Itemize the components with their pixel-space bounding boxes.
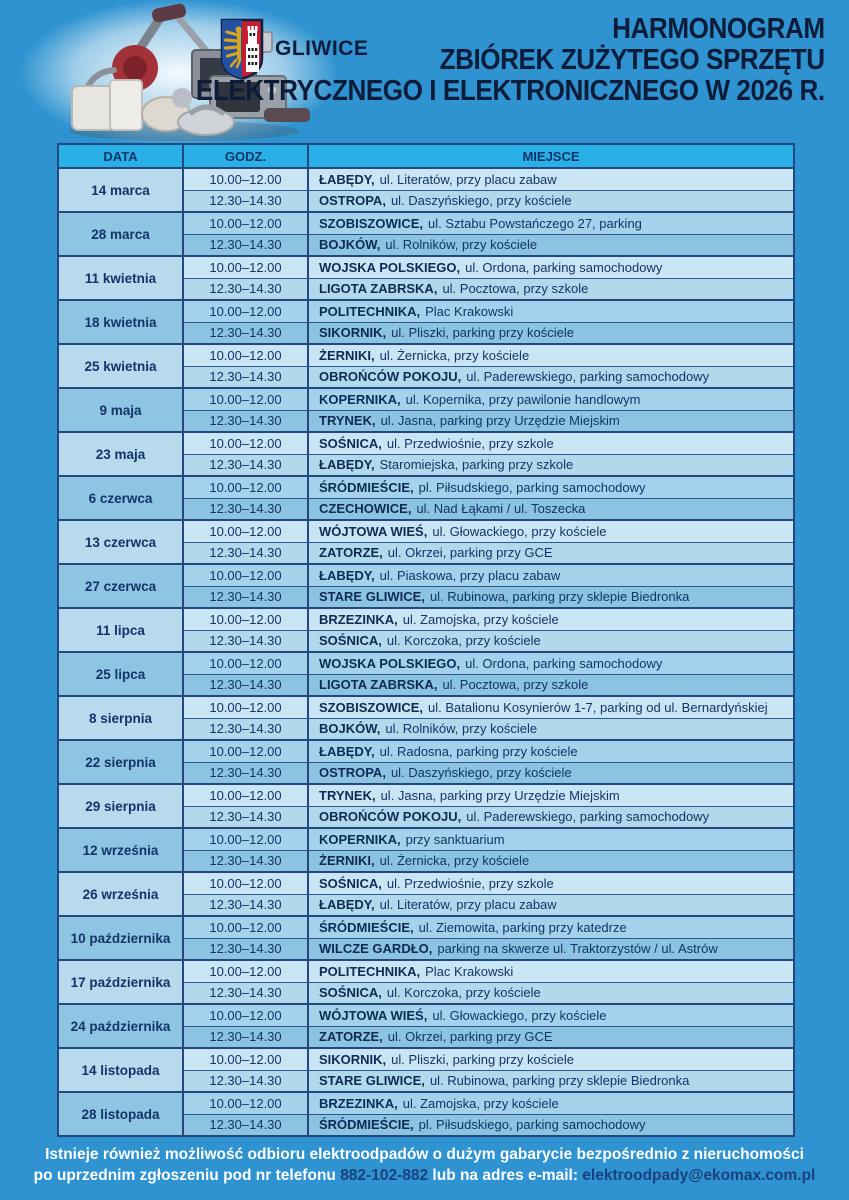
place-cell [309, 719, 793, 740]
district-name: LIGOTA ZABRSKA, [319, 677, 438, 693]
place-cell [309, 455, 793, 476]
district-name: BOJKÓW, [319, 721, 381, 737]
time-cell: 12.30–14.30 [184, 1115, 309, 1136]
table-row [184, 521, 793, 543]
district-name: ŁABĘDY, [319, 743, 375, 759]
date-cell: 10 października [59, 917, 184, 959]
time-cell: 12.30–14.30 [184, 983, 309, 1004]
city-name: GLIWICE [275, 37, 369, 60]
place-detail: ul. Rolników, przy kościele [385, 721, 538, 737]
table-row [184, 851, 793, 872]
time-cell: 10.00–12.00 [184, 961, 309, 982]
footer-line-2-mid: lub na adres e-mail: [428, 1166, 583, 1184]
time-cell: 12.30–14.30 [184, 367, 309, 388]
schedule-block [59, 1091, 793, 1135]
place-detail: ul. Piaskowa, przy placu zabaw [379, 567, 561, 583]
place-detail: przy sanktuarium [405, 831, 505, 847]
table-row [184, 411, 793, 432]
district-name: POLITECHNIKA, [319, 963, 421, 979]
district-name: WÓJTOWA WIEŚ, [319, 1007, 428, 1023]
time-cell: 10.00–12.00 [184, 1005, 309, 1026]
place-cell [309, 367, 793, 388]
table-row [184, 785, 793, 807]
date-cell: 6 czerwca [59, 477, 184, 519]
place-cell [309, 345, 793, 366]
schedule-block [59, 255, 793, 299]
place-detail: Staromiejska, parking przy szkole [379, 457, 574, 473]
table-row [184, 543, 793, 564]
time-cell: 12.30–14.30 [184, 719, 309, 740]
time-cell: 12.30–14.30 [184, 411, 309, 432]
date-cell: 13 czerwca [59, 521, 184, 563]
time-cell: 12.30–14.30 [184, 851, 309, 872]
table-row [184, 653, 793, 675]
time-cell: 10.00–12.00 [184, 433, 309, 454]
date-cell: 25 kwietnia [59, 345, 184, 387]
date-cell: 18 kwietnia [59, 301, 184, 343]
place-cell [309, 213, 793, 234]
place-detail: ul. Radosna, parking przy kościele [379, 743, 578, 759]
place-cell [309, 521, 793, 542]
place-detail: ul. Głowackiego, przy kościele [432, 523, 607, 539]
place-detail: ul. Ziemowita, parking przy katedrze [418, 919, 627, 935]
district-name: WÓJTOWA WIEŚ, [319, 523, 428, 539]
place-cell [309, 1115, 793, 1136]
place-detail: ul. Ordona, parking samochodowy [465, 655, 663, 671]
district-name: TRYNEK, [319, 787, 376, 803]
place-cell [309, 587, 793, 608]
place-cell [309, 763, 793, 784]
table-row [184, 257, 793, 279]
place-cell [309, 697, 793, 718]
district-name: OBROŃCÓW POKOJU, [319, 809, 462, 825]
schedule-block [59, 783, 793, 827]
district-name: KOPERNIKA, [319, 391, 401, 407]
place-cell [309, 191, 793, 212]
place-detail: ul. Okrzei, parking przy GCE [387, 1029, 553, 1045]
time-cell: 12.30–14.30 [184, 587, 309, 608]
phone-number[interactable]: 882-102-882 [340, 1166, 429, 1184]
column-header-miejsce: MIEJSCE [522, 148, 580, 164]
district-name: ŁABĘDY, [319, 457, 375, 473]
place-cell [309, 257, 793, 278]
date-cell: 27 czerwca [59, 565, 184, 607]
district-name: OBROŃCÓW POKOJU, [319, 369, 462, 385]
place-detail: ul. Nad Łąkami / ul. Toszecka [416, 501, 586, 517]
schedule-block [59, 387, 793, 431]
schedule-block [59, 475, 793, 519]
place-cell [309, 477, 793, 498]
place-detail: pl. Piłsudskiego, parking samochodowy [418, 1117, 646, 1133]
table-row [184, 719, 793, 740]
time-cell: 10.00–12.00 [184, 741, 309, 762]
place-cell [309, 983, 793, 1004]
table-row [184, 565, 793, 587]
place-cell [309, 1005, 793, 1026]
table-row [184, 279, 793, 300]
table-row [184, 433, 793, 455]
district-name: ŚRÓDMIEŚCIE, [319, 919, 414, 935]
district-name: ŁABĘDY, [319, 567, 375, 583]
time-cell: 12.30–14.30 [184, 675, 309, 696]
table-row [184, 587, 793, 608]
place-detail: ul. Żernicka, przy kościele [379, 853, 530, 869]
district-name: ŁABĘDY, [319, 171, 375, 187]
place-cell [309, 895, 793, 916]
time-cell: 12.30–14.30 [184, 191, 309, 212]
district-name: BRZEZINKA, [319, 611, 398, 627]
poster-header [0, 0, 849, 143]
date-cell: 14 listopada [59, 1049, 184, 1091]
place-cell [309, 1049, 793, 1070]
place-cell [309, 675, 793, 696]
district-name: BOJKÓW, [319, 237, 381, 253]
table-header-row [59, 145, 793, 167]
column-header-data: DATA [59, 145, 184, 167]
table-row [184, 301, 793, 323]
table-row [184, 345, 793, 367]
footer-line-1: Istnieje również możliwość odbioru elektroodpadów o dużym gabarycie bezpośrednio z nieruchomości [45, 1146, 804, 1163]
place-detail: parking na skwerze ul. Traktorzystów / ul. Astrów [437, 941, 718, 957]
place-detail: ul. Zamojska, przy kościele [402, 1095, 559, 1111]
schedule-block [59, 519, 793, 563]
title-line-2: ZBIÓREK ZUŻYTEGO SPRZĘTU [439, 44, 825, 76]
place-cell [309, 829, 793, 850]
table-row [184, 1049, 793, 1071]
place-detail: ul. Paderewskiego, parking samochodowy [466, 369, 710, 385]
date-cell: 24 października [59, 1005, 184, 1047]
time-cell: 10.00–12.00 [184, 521, 309, 542]
table-row [184, 763, 793, 784]
time-cell: 12.30–14.30 [184, 631, 309, 652]
district-name: POLITECHNIKA, [319, 303, 421, 319]
time-cell: 10.00–12.00 [184, 785, 309, 806]
time-cell: 12.30–14.30 [184, 499, 309, 520]
place-detail: ul. Rubinowa, parking przy sklepie Biedronka [429, 1073, 690, 1089]
table-row [184, 1027, 793, 1048]
schedule-block [59, 211, 793, 255]
table-row [184, 1071, 793, 1092]
place-detail: ul. Literatów, przy placu zabaw [379, 897, 557, 913]
district-name: SIKORNIK, [319, 325, 387, 341]
time-cell: 10.00–12.00 [184, 697, 309, 718]
place-cell [309, 433, 793, 454]
table-row [184, 477, 793, 499]
place-cell [309, 169, 793, 190]
place-detail: ul. Przedwiośnie, przy szkole [386, 435, 554, 451]
time-cell: 10.00–12.00 [184, 301, 309, 322]
table-row [184, 455, 793, 476]
date-cell: 23 maja [59, 433, 184, 475]
footer-line-2 [0, 1166, 849, 1187]
table-row [184, 917, 793, 939]
table-row [184, 609, 793, 631]
place-cell [309, 917, 793, 938]
place-detail: ul. Zamojska, przy kościele [402, 611, 559, 627]
place-detail: ul. Sztabu Powstańczego 27, parking [428, 215, 642, 231]
table-row [184, 169, 793, 191]
district-name: SOŚNICA, [319, 985, 382, 1001]
table-row [184, 1093, 793, 1115]
time-cell: 10.00–12.00 [184, 917, 309, 938]
table-row [184, 741, 793, 763]
place-detail: ul. Rolników, przy kościele [385, 237, 538, 253]
district-name: ŻERNIKI, [319, 853, 375, 869]
schedule-block [59, 827, 793, 871]
time-cell: 12.30–14.30 [184, 1071, 309, 1092]
place-cell [309, 653, 793, 674]
district-name: CZECHOWICE, [319, 501, 412, 517]
table-row [184, 675, 793, 696]
table-row [184, 235, 793, 256]
time-cell: 12.30–14.30 [184, 939, 309, 960]
district-name: ŚRÓDMIEŚCIE, [319, 1117, 414, 1133]
schedule-block [59, 739, 793, 783]
place-cell [309, 851, 793, 872]
place-cell [309, 279, 793, 300]
date-cell: 28 listopada [59, 1093, 184, 1135]
table-row [184, 367, 793, 388]
place-detail: ul. Kopernika, przy pawilonie handlowym [405, 391, 641, 407]
place-detail: ul. Okrzei, parking przy GCE [387, 545, 553, 561]
place-detail: ul. Głowackiego, przy kościele [432, 1007, 607, 1023]
place-cell [309, 499, 793, 520]
date-cell: 22 sierpnia [59, 741, 184, 783]
district-name: STARE GLIWICE, [319, 589, 425, 605]
place-detail: ul. Żernicka, przy kościele [379, 347, 530, 363]
table-row [184, 499, 793, 520]
place-detail: ul. Daszyńskiego, przy kościele [390, 765, 572, 781]
table-row [184, 389, 793, 411]
time-cell: 12.30–14.30 [184, 807, 309, 828]
schedule-block [59, 431, 793, 475]
table-row [184, 983, 793, 1004]
time-cell: 10.00–12.00 [184, 345, 309, 366]
table-row [184, 323, 793, 344]
place-detail: ul. Jasna, parking przy Urzędzie Miejskim [380, 413, 620, 429]
schedule-block [59, 959, 793, 1003]
place-detail: ul. Rubinowa, parking przy sklepie Biedronka [429, 589, 690, 605]
district-name: KOPERNIKA, [319, 831, 401, 847]
time-cell: 12.30–14.30 [184, 455, 309, 476]
place-cell [309, 389, 793, 410]
place-cell [309, 565, 793, 586]
district-name: WOJSKA POLSKIEGO, [319, 259, 461, 275]
time-cell: 10.00–12.00 [184, 477, 309, 498]
schedule-block [59, 1047, 793, 1091]
footer-line-2-prefix: po uprzednim zgłoszeniu pod nr telefonu [33, 1166, 341, 1184]
place-cell [309, 609, 793, 630]
time-cell: 12.30–14.30 [184, 235, 309, 256]
schedule-block [59, 299, 793, 343]
place-cell [309, 235, 793, 256]
district-name: SZOBISZOWICE, [319, 699, 423, 715]
place-cell [309, 301, 793, 322]
schedule-block [59, 167, 793, 211]
table-row [184, 213, 793, 235]
schedule-block [59, 343, 793, 387]
schedule-block [59, 651, 793, 695]
place-detail: ul. Pocztowa, przy szkole [442, 281, 589, 297]
date-cell: 28 marca [59, 213, 184, 255]
place-detail: ul. Pliszki, parking przy kościele [391, 1051, 574, 1067]
place-detail: ul. Przedwiośnie, przy szkole [386, 875, 554, 891]
table-row [184, 191, 793, 212]
date-cell: 26 września [59, 873, 184, 915]
table-row [184, 895, 793, 916]
time-cell: 10.00–12.00 [184, 213, 309, 234]
place-detail: ul. Paderewskiego, parking samochodowy [466, 809, 710, 825]
place-detail: Plac Krakowski [425, 303, 514, 319]
district-name: WOJSKA POLSKIEGO, [319, 655, 461, 671]
district-name: ZATORZE, [319, 1029, 383, 1045]
time-cell: 10.00–12.00 [184, 653, 309, 674]
district-name: OSTROPA, [319, 765, 386, 781]
district-name: ŁABĘDY, [319, 897, 375, 913]
district-name: TRYNEK, [319, 413, 376, 429]
place-detail: ul. Pliszki, parking przy kościele [391, 325, 574, 341]
place-cell [309, 1027, 793, 1048]
time-cell: 12.30–14.30 [184, 279, 309, 300]
date-cell: 11 kwietnia [59, 257, 184, 299]
time-cell: 10.00–12.00 [184, 873, 309, 894]
schedule-table [57, 143, 795, 1137]
table-row [184, 807, 793, 828]
district-name: SOŚNICA, [319, 875, 382, 891]
poster-title [196, 14, 825, 107]
time-cell: 10.00–12.00 [184, 609, 309, 630]
place-cell [309, 411, 793, 432]
place-cell [309, 631, 793, 652]
schedule-block [59, 563, 793, 607]
place-detail: ul. Ordona, parking samochodowy [465, 259, 663, 275]
district-name: STARE GLIWICE, [319, 1073, 425, 1089]
time-cell: 12.30–14.30 [184, 1027, 309, 1048]
time-cell: 12.30–14.30 [184, 543, 309, 564]
district-name: SOŚNICA, [319, 435, 382, 451]
date-cell: 11 lipca [59, 609, 184, 651]
place-cell [309, 961, 793, 982]
date-cell: 17 października [59, 961, 184, 1003]
schedule-block [59, 871, 793, 915]
district-name: SZOBISZOWICE, [319, 215, 423, 231]
place-cell [309, 785, 793, 806]
title-line-1: HARMONOGRAM [612, 13, 825, 45]
place-cell [309, 323, 793, 344]
date-cell: 14 marca [59, 169, 184, 211]
time-cell: 10.00–12.00 [184, 389, 309, 410]
place-detail: ul. Daszyńskiego, przy kościele [390, 193, 572, 209]
time-cell: 12.30–14.30 [184, 323, 309, 344]
time-cell: 12.30–14.30 [184, 763, 309, 784]
place-cell [309, 1071, 793, 1092]
schedule-block [59, 607, 793, 651]
place-detail: ul. Literatów, przy placu zabaw [379, 171, 557, 187]
column-header-godz: GODZ. [184, 145, 309, 167]
table-row [184, 1115, 793, 1136]
place-cell [309, 1093, 793, 1114]
schedule-body [59, 167, 793, 1135]
time-cell: 10.00–12.00 [184, 829, 309, 850]
time-cell: 10.00–12.00 [184, 1049, 309, 1070]
table-row [184, 961, 793, 983]
title-line-3: ELEKTRYCZNEGO I ELEKTRONICZNEGO W 2026 R. [196, 75, 825, 107]
place-detail: Plac Krakowski [425, 963, 514, 979]
table-row [184, 697, 793, 719]
place-cell [309, 873, 793, 894]
place-cell [309, 807, 793, 828]
time-cell: 10.00–12.00 [184, 1093, 309, 1114]
place-detail: ul. Jasna, parking przy Urzędzie Miejskim [380, 787, 620, 803]
place-detail: ul. Pocztowa, przy szkole [442, 677, 589, 693]
place-cell [309, 741, 793, 762]
table-row [184, 939, 793, 960]
email-address[interactable]: elektroodpady@ekomax.com.pl [582, 1166, 816, 1184]
table-row [184, 873, 793, 895]
time-cell: 10.00–12.00 [184, 169, 309, 190]
date-cell: 8 sierpnia [59, 697, 184, 739]
time-cell: 12.30–14.30 [184, 895, 309, 916]
schedule-block [59, 915, 793, 959]
time-cell: 10.00–12.00 [184, 257, 309, 278]
place-detail: ul. Batalionu Kosynierów 1-7, parking od ul. Bernardyńskiej [428, 699, 768, 715]
date-cell: 29 sierpnia [59, 785, 184, 827]
district-name: ŻERNIKI, [319, 347, 375, 363]
place-detail: pl. Piłsudskiego, parking samochodowy [418, 479, 646, 495]
schedule-block [59, 695, 793, 739]
place-detail: ul. Korczoka, przy kościele [386, 633, 541, 649]
place-cell [309, 939, 793, 960]
district-name: BRZEZINKA, [319, 1095, 398, 1111]
table-row [184, 631, 793, 652]
table-row [184, 829, 793, 851]
place-cell [309, 543, 793, 564]
table-row [184, 1005, 793, 1027]
district-name: ZATORZE, [319, 545, 383, 561]
district-name: OSTROPA, [319, 193, 386, 209]
district-name: WILCZE GARDŁO, [319, 941, 433, 957]
schedule-block [59, 1003, 793, 1047]
place-detail: ul. Korczoka, przy kościele [386, 985, 541, 1001]
time-cell: 10.00–12.00 [184, 565, 309, 586]
date-cell: 9 maja [59, 389, 184, 431]
district-name: SIKORNIK, [319, 1051, 387, 1067]
district-name: SOŚNICA, [319, 633, 382, 649]
date-cell: 12 września [59, 829, 184, 871]
date-cell: 25 lipca [59, 653, 184, 695]
district-name: ŚRÓDMIEŚCIE, [319, 479, 414, 495]
district-name: LIGOTA ZABRSKA, [319, 281, 438, 297]
footer-note [0, 1145, 849, 1186]
